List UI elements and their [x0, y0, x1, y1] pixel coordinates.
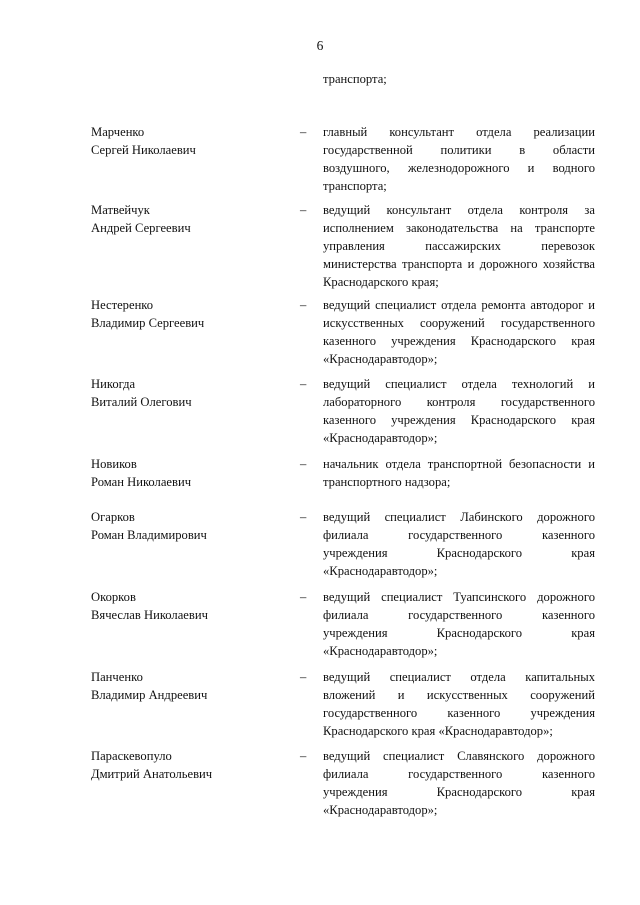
member-name	[91, 201, 281, 237]
member-surname: Матвейчук	[91, 203, 150, 217]
position-line: министерства транспорта и дорожного хозяйства	[323, 257, 595, 271]
member-name	[91, 747, 281, 783]
dash-separator: –	[300, 125, 307, 139]
member-surname: Панченко	[91, 670, 143, 684]
position-line: исполнением законодательства на транспорте	[323, 221, 595, 235]
member-name	[91, 508, 281, 544]
position-line: ведущий специалист Туапсинского дорожного	[323, 590, 595, 604]
position-line: ведущий специалист Лабинского дорожного	[323, 510, 595, 524]
member-position	[323, 747, 595, 819]
member-surname: Окорков	[91, 590, 136, 604]
dash-separator: –	[300, 377, 307, 391]
position-line: филиала государственного казенного	[323, 767, 595, 781]
position-line: Краснодарского края «Краснодаравтодор»;	[323, 724, 553, 738]
member-surname: Новиков	[91, 457, 137, 471]
position-line: учреждения Краснодарского края	[323, 785, 595, 799]
member-given-names: Вячеслав Николаевич	[91, 608, 208, 622]
member-surname: Параскевопуло	[91, 749, 172, 763]
position-line: филиала государственного казенного	[323, 528, 595, 542]
position-line: ведущий консультант отдела контроля за	[323, 203, 595, 217]
member-position	[323, 508, 595, 580]
member-surname: Нестеренко	[91, 298, 154, 312]
position-line: вложений и искусственных сооружений	[323, 688, 595, 702]
member-position	[323, 123, 595, 195]
member-given-names: Виталий Олегович	[91, 395, 192, 409]
dash-separator: –	[300, 590, 307, 604]
member-given-names: Роман Владимирович	[91, 528, 207, 542]
member-name	[91, 375, 281, 411]
position-line: учреждения Краснодарского края	[323, 546, 595, 560]
member-position	[323, 588, 595, 660]
position-line: «Краснодаравтодор»;	[323, 803, 438, 817]
member-given-names: Андрей Сергеевич	[91, 221, 191, 235]
position-line: государственной политики в области	[323, 143, 595, 157]
position-line: транспортного надзора;	[323, 475, 451, 489]
position-line: ведущий специалист отдела технологий и	[323, 377, 595, 391]
position-line: лабораторного контроля государственного	[323, 395, 595, 409]
member-surname: Марченко	[91, 125, 145, 139]
member-given-names: Роман Николаевич	[91, 475, 192, 489]
position-line: государственного казенного учреждения	[323, 706, 595, 720]
member-given-names: Владимир Сергеевич	[91, 316, 205, 330]
position-line: казенного учреждения Краснодарского края	[323, 334, 595, 348]
position-line: транспорта;	[323, 179, 387, 193]
dash-separator: –	[300, 457, 307, 471]
member-name	[91, 455, 281, 491]
position-line: учреждения Краснодарского края	[323, 626, 595, 640]
position-line: «Краснодаравтодор»;	[323, 644, 438, 658]
position-line: филиала государственного казенного	[323, 608, 595, 622]
position-line: «Краснодаравтодор»;	[323, 352, 438, 366]
member-position	[323, 296, 595, 368]
position-line: начальник отдела транспортной безопасности и	[323, 457, 595, 471]
member-name	[91, 123, 281, 159]
continuation-text: транспорта;	[323, 72, 387, 86]
dash-separator: –	[300, 203, 307, 217]
position-line: «Краснодаравтодор»;	[323, 431, 438, 445]
position-line: ведущий специалист отдела ремонта автодорог и	[323, 298, 595, 312]
page-number: 6	[316, 38, 324, 53]
dash-separator: –	[300, 670, 307, 684]
position-line: воздушного, железнодорожного и водного	[323, 161, 595, 175]
member-position	[323, 668, 595, 740]
position-line: ведущий специалист отдела капитальных	[323, 670, 595, 684]
position-line: управления пассажирских перевозок	[323, 239, 595, 253]
member-surname: Никогда	[91, 377, 136, 391]
dash-separator: –	[300, 510, 307, 524]
member-name	[91, 296, 281, 332]
position-line: Краснодарского края;	[323, 275, 439, 289]
member-surname: Огарков	[91, 510, 135, 524]
member-given-names: Владимир Андреевич	[91, 688, 208, 702]
position-line: казенного учреждения Краснодарского края	[323, 413, 595, 427]
member-name	[91, 588, 281, 624]
position-line: «Краснодаравтодор»;	[323, 564, 438, 578]
position-line: искусственных сооружений государственного	[323, 316, 595, 330]
dash-separator: –	[300, 298, 307, 312]
position-line: главный консультант отдела реализации	[323, 125, 595, 139]
dash-separator: –	[300, 749, 307, 763]
member-given-names: Сергей Николаевич	[91, 143, 196, 157]
member-position	[323, 455, 595, 491]
member-given-names: Дмитрий Анатольевич	[91, 767, 213, 781]
member-position	[323, 201, 595, 291]
position-line: ведущий специалист Славянского дорожного	[323, 749, 595, 763]
member-position	[323, 375, 595, 447]
member-name	[91, 668, 281, 704]
